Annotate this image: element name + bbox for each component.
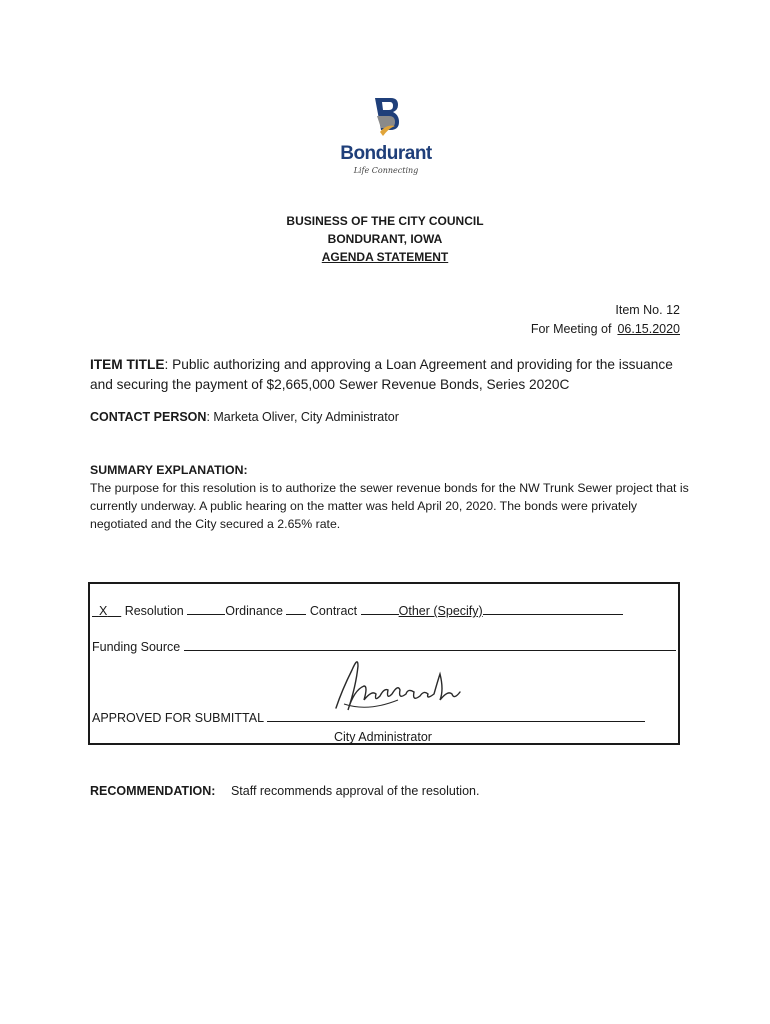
contact-person: [90, 410, 399, 424]
resolution-label: Resolution: [124, 604, 184, 618]
header-line-1: BUSINESS OF THE CITY COUNCIL: [286, 214, 484, 228]
approved-label: APPROVED FOR SUBMITTAL: [92, 711, 264, 725]
meeting-line: [531, 320, 680, 339]
approval-form-box: [88, 582, 680, 745]
meeting-date: 06.15.2020: [617, 321, 680, 336]
approved-row: [92, 711, 645, 725]
recommendation-label: RECOMMENDATION:: [90, 784, 216, 798]
resolution-mark[interactable]: X: [98, 604, 108, 618]
item-info: [531, 301, 680, 338]
other-label: Other (Specify): [398, 604, 483, 618]
document-type-row: [92, 604, 623, 618]
signature-line[interactable]: [267, 720, 645, 722]
other-blank[interactable]: [361, 613, 399, 615]
item-title: [90, 355, 680, 395]
summary-text: The purpose for this resolution is to authorize the sewer revenue bonds for the NW Trunk Sewer project that is currently underway. A public hearing on the matter was held April 20, 2020. The bonds were privately negotiated and the City secured a 2.65% rate.: [90, 481, 689, 531]
header-line-2: BONDURANT, IOWA: [327, 232, 443, 246]
funding-label: Funding Source: [92, 640, 181, 654]
ordinance-label: Ordinance: [225, 604, 283, 618]
document-header: [0, 212, 770, 266]
item-title-text: : Public authorizing and approving a Loan Agreement and providing for the issuance and securing the payment of $2,665,000 Sewer Revenue Bonds, Series 2020C: [90, 357, 673, 392]
logo-tagline: Life Connecting: [353, 166, 419, 175]
item-number: Item No. 12: [615, 303, 680, 317]
bondurant-b-icon: [371, 96, 401, 140]
meeting-label: For Meeting of: [530, 321, 612, 336]
bondurant-logo: [333, 96, 439, 184]
contract-blank[interactable]: [286, 613, 306, 615]
summary-label: SUMMARY EXPLANATION:: [90, 463, 248, 477]
contact-text: : Marketa Oliver, City Administrator: [206, 410, 399, 424]
contract-label: Contract: [309, 604, 358, 618]
signer-title: City Administrator: [334, 730, 432, 744]
header-line-3: AGENDA STATEMENT: [321, 250, 449, 264]
summary-explanation: [90, 461, 690, 533]
item-title-label: ITEM TITLE: [90, 357, 165, 372]
logo-wordmark: Bondurant: [340, 143, 432, 164]
ordinance-blank[interactable]: [187, 613, 225, 615]
other-specify-blank[interactable]: [483, 613, 623, 615]
recommendation: [90, 784, 479, 798]
recommendation-text: Staff recommends approval of the resolution.: [230, 784, 480, 798]
contact-label: CONTACT PERSON: [90, 410, 207, 424]
